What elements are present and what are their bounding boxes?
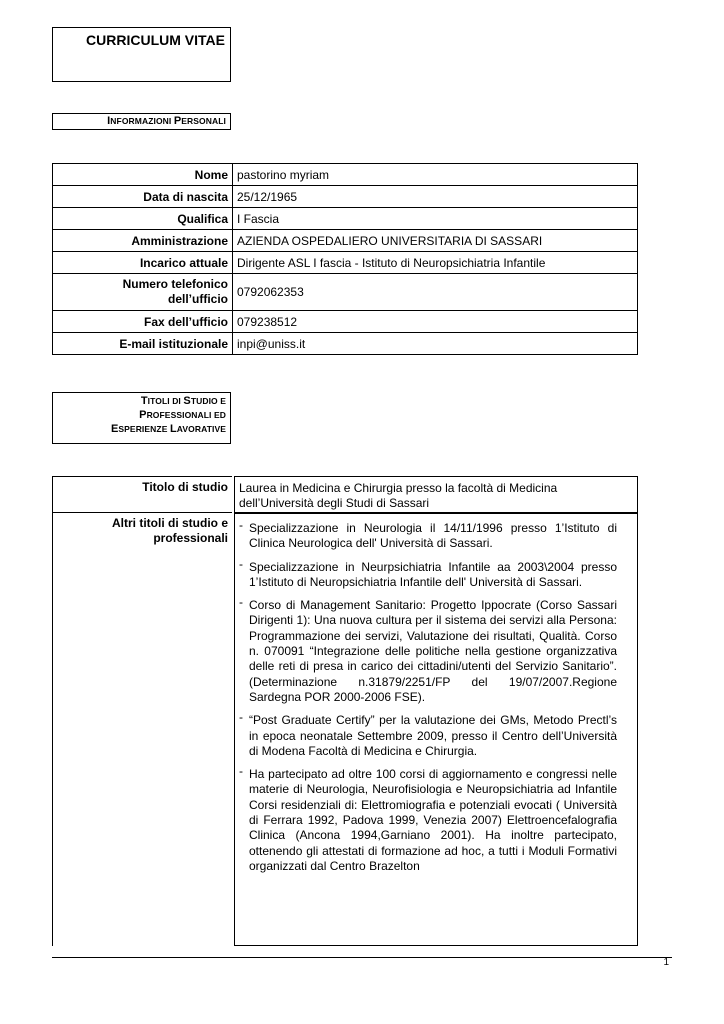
field-label: Amministrazione	[53, 230, 233, 252]
field-label: Altri titoli di studio e professionali	[52, 513, 232, 946]
section-heading: TITOLI DI STUDIO E PROFESSIONALI ED ESPERIENZE LAVORATIVE	[110, 395, 226, 435]
field-value: pastorino myriam	[233, 164, 638, 186]
list-item: - Specializzazione in Neurpsichiatria Infantile aa 2003\2004 presso 1’Istituto di Neuropsichiatria Infantile dell' Università di Sassari.	[239, 556, 617, 589]
cv-title-box	[52, 27, 231, 82]
footer-divider	[52, 957, 672, 958]
table-row	[53, 252, 638, 274]
page-number: 1	[663, 957, 669, 968]
list-item: - Specializzazione in Neurologia il 14/11/1996 presso 1’Istituto di Clinica Neurologica dell' Università di Sassari.	[239, 518, 617, 551]
table-row	[53, 274, 638, 311]
field-label: Numero telefonico dell’ufficio	[53, 274, 233, 311]
education-table	[52, 476, 638, 946]
field-value: 079238512	[233, 311, 638, 333]
field-label: E-mail istituzionale	[53, 333, 233, 355]
section-header-personal-info	[52, 113, 231, 130]
field-label: Data di nascita	[53, 186, 233, 208]
section-header-education	[52, 392, 231, 444]
field-label: Nome	[53, 164, 233, 186]
personal-info-table	[52, 163, 638, 355]
field-label: Incarico attuale	[53, 252, 233, 274]
field-value: Dirigente ASL I fascia - Istituto di Neuropsichiatria Infantile	[233, 252, 638, 274]
field-value: AZIENDA OSPEDALIERO UNIVERSITARIA DI SASSARI	[233, 230, 638, 252]
table-row	[53, 230, 638, 252]
document-title: CURRICULUM VITAE	[86, 32, 225, 48]
field-label: Titolo di studio	[52, 476, 232, 513]
field-value: 0792062353	[233, 274, 638, 311]
list-item: - Corso di Management Sanitario: Progetto Ippocrate (Corso Sassari Dirigenti 1): Una nuova cultura per il sistema dei servizi alla Persona: Programmazione dei servizi, Valutazione dei risultati, Qualità. Corso n. 070091 “Integrazione delle politiche nella gestione organizzativa delle reti di presa in carico dei cittadini/utenti del Servizio Sanitario”. (Determinazione n.31879/2251/FP del 19/07/2007.Regione Sardegna POR 2000-2006 FSE).	[239, 595, 617, 704]
list-item: - Ha partecipato ad oltre 100 corsi di aggiornamento e congressi nelle materie di Neurologia, Neurofisiologia e Neuropsichiatria ad Infantile Corsi residenziali di: Elettromiografia e potenziali evocati ( Università di Ferrara 1992, Padova 1999, Venezia 2007) Elettroencefalografia Clinica (Ancona 1994,Garniano 2001). Ha inoltre partecipato, ottenendo gli attestati di formazione ad hoc, a tutti i Moduli Formativi organizzati dal Centro Brazelton	[239, 764, 617, 873]
field-value: inpi@uniss.it	[233, 333, 638, 355]
section-heading: INFORMAZIONI PERSONALI	[107, 115, 226, 127]
list-item: - “Post Graduate Certify” per la valutazione dei GMs, Metodo Prectl’s in epoca neonatale Settembre 2009, presso il Centro dell’Università di Modena Facoltà di Medicina e Chirurgia.	[239, 710, 617, 758]
field-label: Qualifica	[53, 208, 233, 230]
field-label: Fax dell’ufficio	[53, 311, 233, 333]
other-qualifications-list	[234, 513, 638, 946]
table-row	[53, 164, 638, 186]
table-row	[53, 333, 638, 355]
field-value: I Fascia	[233, 208, 638, 230]
table-row	[53, 311, 638, 333]
table-row	[53, 186, 638, 208]
field-value: 25/12/1965	[233, 186, 638, 208]
table-row	[53, 208, 638, 230]
degree-value: Laurea in Medicina e Chirurgia presso la facoltà di Medicina dell’Università degli Studi di Sassari	[234, 476, 638, 513]
